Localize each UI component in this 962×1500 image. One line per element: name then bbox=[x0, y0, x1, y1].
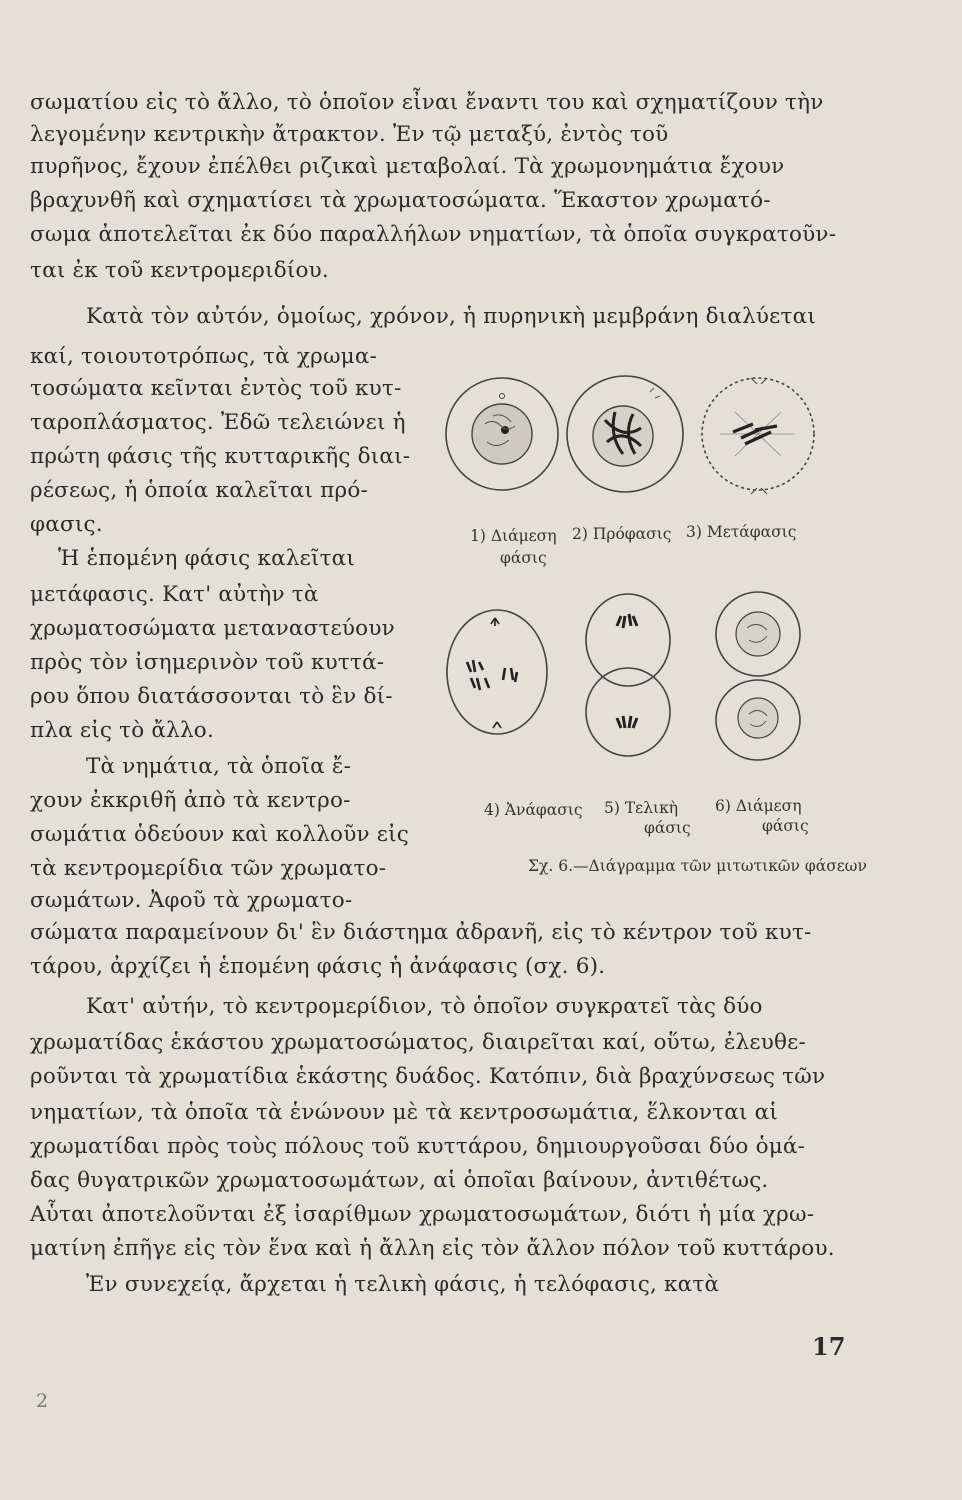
figure-sublabel: φάσις bbox=[500, 549, 547, 567]
text-line: πυρῆνος, ἔχουν ἐπέλθει ριζικαὶ μεταβολαί. Τὰ χρωμονημάτια ἔχουν bbox=[30, 154, 785, 179]
text-line: ρου ὅπου διατάσσονται τὸ ἓν δί- bbox=[30, 684, 393, 709]
metaphase-cell-drawing bbox=[702, 378, 814, 494]
text-line: σωμα ἀποτελεῖται ἐκ δύο παραλλήλων νηματίων, τὰ ὁποῖα συγκρατοῦν- bbox=[30, 222, 837, 247]
daughter-cells-drawing bbox=[716, 592, 800, 760]
text-line: Τὰ νημάτια, τὰ ὁποῖα ἔ- bbox=[86, 754, 352, 779]
text-line: σώματα παραμείνουν δι' ἓν διάστημα ἀδρανῆ, εἰς τὸ κέντρον τοῦ κυτ- bbox=[30, 920, 812, 945]
text-line: βραχυνθῆ καὶ σχηματίσει τὰ χρωματοσώματα. Ἕκαστον χρωματό- bbox=[30, 188, 771, 213]
text-line: ροῦνται τὰ χρωματίδια ἑκάστης δυάδος. Κατόπιν, διὰ βραχύνσεως τῶν bbox=[30, 1064, 826, 1089]
text-line: πρὸς τὸν ἰσημερινὸν τοῦ κυττά- bbox=[30, 650, 385, 675]
text-line: πλα εἰς τὸ ἄλλο. bbox=[30, 718, 214, 743]
text-line: Αὗται ἀποτελοῦνται ἐξ ἰσαρίθμων χρωματοσωμάτων, διότι ἡ μία χρω- bbox=[30, 1202, 815, 1227]
anaphase-cell-drawing bbox=[447, 610, 547, 734]
text-line: χρωματοσώματα μεταναστεύουν bbox=[30, 616, 395, 641]
figure-label-interphase-2: 6) Διάμεση bbox=[715, 797, 802, 815]
figure-label-interphase: 1) Διάμεση bbox=[470, 527, 557, 545]
text-line: ταροπλάσματος. Ἐδῶ τελειώνει ἡ bbox=[30, 410, 406, 435]
figure-label-prophase: 2) Πρόφασις bbox=[572, 525, 672, 543]
text-line: μετάφασις. Κατ' αὐτὴν τὰ bbox=[30, 582, 319, 607]
figure-label-telophase: 5) Τελικὴ bbox=[604, 799, 679, 817]
figure-sublabel: φάσις bbox=[762, 817, 809, 835]
telophase-cell-drawing bbox=[586, 594, 670, 756]
text-line: ται ἐκ τοῦ κεντρομεριδίου. bbox=[30, 258, 329, 283]
text-line: Ἡ ἑπομένη φάσις καλεῖται bbox=[58, 546, 356, 571]
figure-label-metaphase: 3) Μετάφασις bbox=[686, 523, 797, 541]
text-line: καί, τοιουτοτρόπως, τὰ χρωμα- bbox=[30, 344, 378, 369]
text-line: σωμάτων. Ἀφοῦ τὰ χρωματο- bbox=[30, 888, 353, 913]
signature-mark: 2 bbox=[36, 1390, 49, 1412]
text-line: σωμάτια ὁδεύουν καὶ κολλοῦν εἰς bbox=[30, 822, 409, 847]
text-line: πρώτη φάσις τῆς κυτταρικῆς διαι- bbox=[30, 444, 411, 469]
text-line: τὰ κεντρομερίδια τῶν χρωματο- bbox=[30, 856, 387, 881]
text-line: δας θυγατρικῶν χρωματοσωμάτων, αἱ ὁποῖαι βαίνουν, ἀντιθέτως. bbox=[30, 1168, 769, 1193]
figure-label-anaphase: 4) Ἀνάφασις bbox=[484, 801, 583, 819]
text-line: τοσώματα κεῖνται ἐντὸς τοῦ κυτ- bbox=[30, 376, 402, 401]
interphase-cell-drawing bbox=[446, 378, 558, 490]
text-line: Κατ' αὐτήν, τὸ κεντρομερίδιον, τὸ ὁποῖον συγκρατεῖ τὰς δύο bbox=[86, 994, 763, 1019]
text-line: Ἐν συνεχείᾳ, ἄρχεται ἡ τελικὴ φάσις, ἡ τελόφασις, κατὰ bbox=[86, 1272, 720, 1297]
text-line: τάρου, ἀρχίζει ἡ ἑπομένη φάσις ἡ ἀνάφασις (σχ. 6). bbox=[30, 954, 606, 979]
figure-sublabel: φάσις bbox=[644, 819, 691, 837]
figure-caption: Σχ. 6.—Διάγραμμα τῶν μιτωτικῶν φάσεων bbox=[528, 857, 867, 875]
page-number: 17 bbox=[812, 1332, 846, 1361]
mitosis-phases-figure bbox=[445, 372, 840, 792]
text-line: ρέσεως, ἡ ὁποία καλεῖται πρό- bbox=[30, 478, 368, 503]
text-line: λεγομένην κεντρικὴν ἄτρακτον. Ἐν τῷ μεταξύ, ἐντὸς τοῦ bbox=[30, 122, 669, 147]
text-line: νηματίων, τὰ ὁποῖα τὰ ἑνώνουν μὲ τὰ κεντροσωμάτια, ἕλκονται αἱ bbox=[30, 1100, 779, 1125]
text-line: Κατὰ τὸν αὐτόν, ὁμοίως, χρόνον, ἡ πυρηνικὴ μεμβράνη διαλύεται bbox=[86, 304, 816, 329]
text-line: χρωματίδαι πρὸς τοὺς πόλους τοῦ κυττάρου, δημιουργοῦσαι δύο ὁμά- bbox=[30, 1134, 806, 1159]
text-line: φασις. bbox=[30, 512, 103, 537]
text-line: ματίνη ἐπῆγε εἰς τὸν ἕνα καὶ ἡ ἄλλη εἰς τὸν ἄλλον πόλον τοῦ κυττάρου. bbox=[30, 1236, 835, 1261]
prophase-cell-drawing bbox=[567, 376, 683, 492]
text-line: σωματίου εἰς τὸ ἄλλο, τὸ ὁποῖον εἶναι ἔναντι του καὶ σχηματίζουν τὴν bbox=[30, 90, 824, 115]
text-line: χρωματίδας ἑκάστου χρωματοσώματος, διαιρεῖται καί, οὕτω, ἐλευθε- bbox=[30, 1030, 806, 1055]
text-line: χουν ἐκκριθῆ ἀπὸ τὰ κεντρο- bbox=[30, 788, 351, 813]
